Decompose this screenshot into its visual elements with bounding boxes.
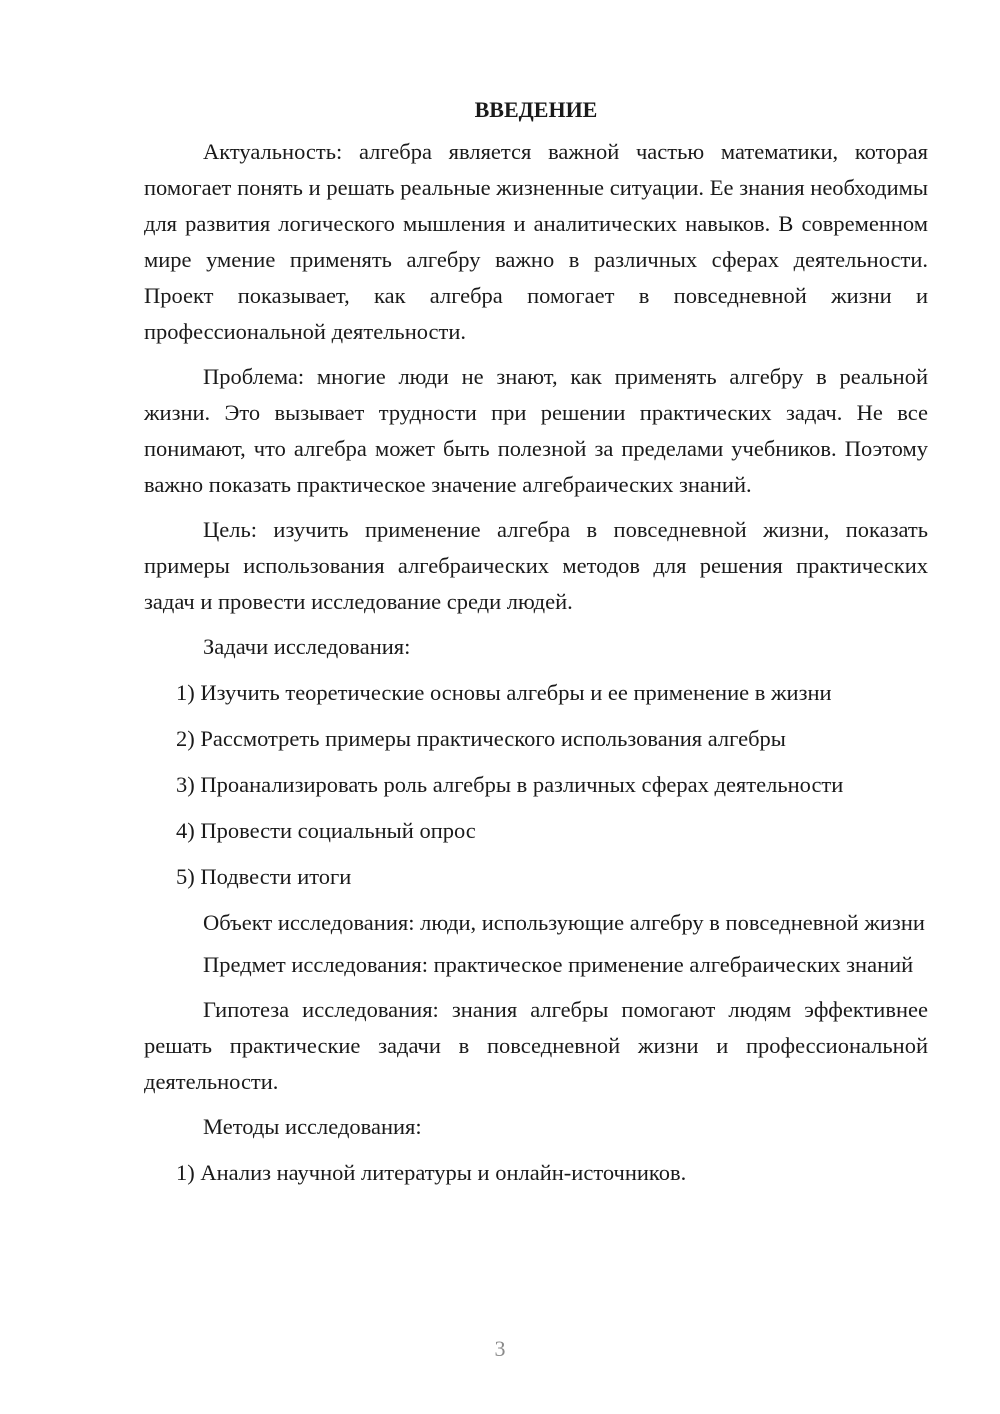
hypothesis-paragraph: Гипотеза исследования: знания алгебры помогают людям эффективнее решать практические задачи в повседневной жизни и профессиональной деятельности. (144, 997, 928, 1094)
goal-paragraph: Цель: изучить применение алгебра в повседневной жизни, показать примеры использования алгебраических методов для решения практических задач и провести исследование среди людей. (144, 517, 928, 614)
methods-list (144, 1155, 928, 1191)
methods-heading: Методы исследования: (203, 1114, 422, 1139)
task-item: 1) Изучить теоретические основы алгебры и ее применение в жизни (176, 680, 832, 705)
problem-paragraph: Проблема: многие люди не знают, как применять алгебру в реальной жизни. Это вызывает трудности при решении практических задач. Не все понимают, что алгебра может быть полезной за пределами учебников. Поэтому важно показать практическое значение алгебраических знаний. (144, 364, 928, 497)
page-content (144, 92, 928, 1201)
page-title: ВВЕДЕНИЕ (474, 97, 598, 122)
tasks-list (144, 675, 928, 895)
page-number: 3 (494, 1336, 506, 1361)
relevance-paragraph: Актуальность: алгебра является важной частью математики, которая помогает понять и решать реальные жизненные ситуации. Ее знания необходимы для развития логического мышления и аналитических навыков. В современном мире умение применять алгебру важно в различных сферах деятельности. Проект показывает, как алгебра помогает в повседневной жизни и профессиональной деятельности. (144, 139, 928, 344)
task-item: 3) Проанализировать роль алгебры в различных сферах деятельности (176, 772, 844, 797)
method-item: 1) Анализ научной литературы и онлайн-источников. (176, 1160, 687, 1185)
object-paragraph: Объект исследования: люди, использующие алгебру в повседневной жизни (203, 910, 925, 935)
subject-paragraph: Предмет исследования: практическое применение алгебраических знаний (203, 952, 914, 977)
task-item: 4) Провести социальный опрос (176, 818, 476, 843)
task-item: 2) Рассмотреть примеры практического использования алгебры (176, 726, 786, 751)
tasks-heading: Задачи исследования: (203, 634, 411, 659)
task-item: 5) Подвести итоги (176, 864, 352, 889)
